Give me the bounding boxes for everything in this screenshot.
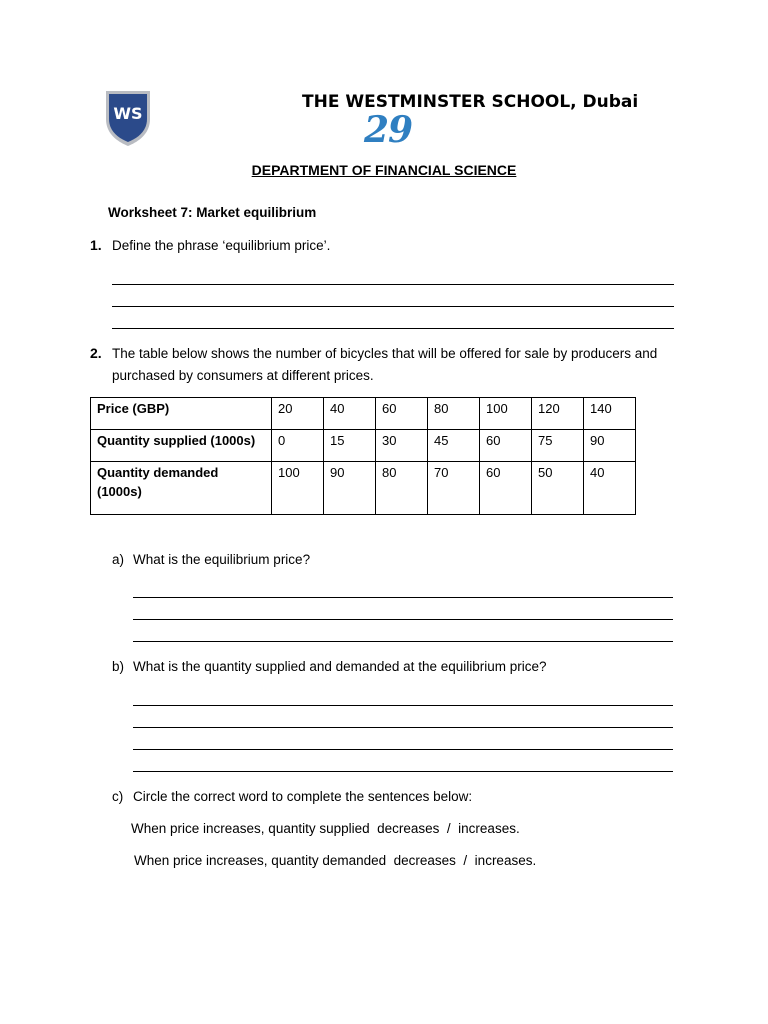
price-cell: 60 xyxy=(376,398,428,430)
price-cell: 140 xyxy=(584,398,636,430)
answer-line[interactable] xyxy=(112,284,674,285)
answer-line[interactable] xyxy=(112,328,674,329)
demanded-cell: 90 xyxy=(324,462,376,515)
question-2-text-line1: The table below shows the number of bicycles that will be offered for sale by producers and xyxy=(112,346,658,361)
demanded-header-line2: (1000s) xyxy=(97,484,142,499)
demanded-cell: 80 xyxy=(376,462,428,515)
part-a-label: a) xyxy=(112,552,125,567)
question-1-number: 1. xyxy=(90,237,102,253)
part-a-text: What is the equilibrium price? xyxy=(133,552,311,567)
worksheet-title: Worksheet 7: Market equilibrium xyxy=(108,205,317,220)
supplied-cell: 90 xyxy=(584,430,636,462)
supplied-cell: 30 xyxy=(376,430,428,462)
answer-line[interactable] xyxy=(133,597,673,598)
price-cell: 100 xyxy=(480,398,532,430)
price-cell: 40 xyxy=(324,398,376,430)
supplied-cell: 45 xyxy=(428,430,480,462)
demanded-cell: 60 xyxy=(480,462,532,515)
answer-line[interactable] xyxy=(133,771,673,772)
school-logo xyxy=(104,89,152,147)
question-2-number: 2. xyxy=(90,345,102,361)
sentence-supplied[interactable]: When price increases, quantity supplied decreases / increases. xyxy=(131,821,520,836)
supplied-cell: 60 xyxy=(480,430,532,462)
supply-demand-table xyxy=(90,397,636,515)
answer-line[interactable] xyxy=(133,641,673,642)
answer-line[interactable] xyxy=(133,705,673,706)
part-b-label: b) xyxy=(112,659,125,674)
part-b-text: What is the quantity supplied and demanded at the equilibrium price? xyxy=(133,659,547,674)
supplied-cell: 75 xyxy=(532,430,584,462)
demanded-cell: 40 xyxy=(584,462,636,515)
price-cell: 80 xyxy=(428,398,480,430)
part-c-label: c) xyxy=(112,789,124,804)
demanded-header-line1: Quantity demanded xyxy=(97,465,219,480)
price-header: Price (GBP) xyxy=(91,398,272,430)
department-title: DEPARTMENT OF FINANCIAL SCIENCE xyxy=(251,162,517,178)
demanded-cell: 100 xyxy=(272,462,324,515)
answer-line[interactable] xyxy=(133,749,673,750)
answer-line[interactable] xyxy=(133,619,673,620)
supplied-cell: 0 xyxy=(272,430,324,462)
sentence-demanded[interactable]: When price increases, quantity demanded decreases / increases. xyxy=(134,853,537,868)
table-row xyxy=(91,430,636,462)
table-row xyxy=(91,462,636,515)
anniversary-mark: 29 xyxy=(364,109,413,151)
supplied-header: Quantity supplied (1000s) xyxy=(91,430,272,462)
price-cell: 20 xyxy=(272,398,324,430)
demanded-header xyxy=(91,462,272,515)
demanded-cell: 70 xyxy=(428,462,480,515)
demanded-cell: 50 xyxy=(532,462,584,515)
supplied-cell: 15 xyxy=(324,430,376,462)
question-2-text-line2: purchased by consumers at different prices. xyxy=(112,368,374,383)
answer-line[interactable] xyxy=(133,727,673,728)
part-c-text: Circle the correct word to complete the sentences below: xyxy=(133,789,473,804)
school-name: THE WESTMINSTER SCHOOL, Dubai xyxy=(302,92,639,112)
table-row xyxy=(91,398,636,430)
shield-icon xyxy=(104,89,152,147)
logo-text: WS xyxy=(113,104,143,123)
question-1-text: Define the phrase ‘equilibrium price’. xyxy=(112,238,331,253)
price-cell: 120 xyxy=(532,398,584,430)
answer-line[interactable] xyxy=(112,306,674,307)
